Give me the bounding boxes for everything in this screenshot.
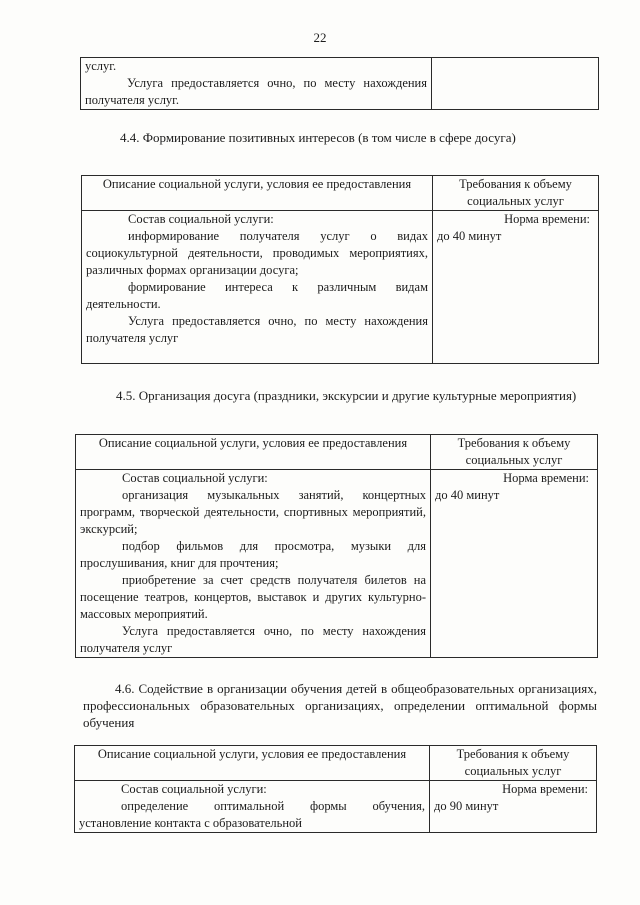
norm-value: до 40 минут [435, 488, 500, 502]
page-number: 22 [313, 30, 327, 45]
requirements-cell [433, 211, 599, 364]
text-line: приобретение за счет средств получателя билетов на посещение театров, концертов, выставок и других культурно-массовых мероприятий. [80, 573, 426, 621]
norm-value: до 90 минут [434, 799, 499, 813]
text-line: организация музыкальных занятий, концертных программ, творческой деятельности, спортивных мероприятий, экскурсий; [80, 488, 426, 536]
requirements-cell [430, 781, 597, 833]
service-table [75, 434, 598, 658]
description-cell [76, 470, 431, 658]
norm-label: Норма времени: [502, 782, 588, 796]
service-table [81, 175, 599, 364]
column-header-description: Описание социальной услуги, условия ее предоставления [82, 176, 433, 211]
text-line: формирование интереса к различным видам деятельности. [86, 280, 428, 311]
section-heading: 4.4. Формирование позитивных интересов (в том числе в сфере досуга) [120, 130, 516, 145]
service-table [74, 745, 597, 833]
column-header-description: Описание социальной услуги, условия ее предоставления [75, 746, 430, 781]
text-line: Состав социальной услуги: [121, 782, 267, 796]
description-cell [82, 211, 433, 364]
column-header-description: Описание социальной услуги, условия ее предоставления [76, 435, 431, 470]
text-line: Услуга предоставляется очно, по месту нахождения получателя услуг. [85, 76, 427, 107]
description-cell [81, 58, 432, 110]
continuation-table [80, 57, 599, 110]
text-line: услуг. [85, 59, 117, 73]
column-header-requirements: Требования к объему социальных услуг [430, 746, 597, 781]
requirements-cell [431, 470, 598, 658]
section-heading: 4.6. Содействие в организации обучения детей в общеобразовательных организациях, профессиональных образовательных организациях, определении оптимальной формы обучения [83, 681, 597, 730]
section-heading: 4.5. Организация досуга (праздники, экскурсии и другие культурные мероприятия) [116, 388, 577, 403]
text-line: Услуга предоставляется очно, по месту нахождения получателя услуг [80, 624, 426, 655]
norm-label: Норма времени: [504, 212, 590, 226]
text-line: определение оптимальной формы обучения, установление контакта с образовательной [79, 799, 425, 830]
text-line: Состав социальной услуги: [128, 212, 274, 226]
text-line: информирование получателя услуг о видах социокультурной деятельности, проводимых мероприятиях, различных формах организации досуга; [86, 229, 428, 277]
description-cell [75, 781, 430, 833]
text-line: подбор фильмов для просмотра, музыки для прослушивания, книг для прочтения; [80, 539, 426, 570]
text-line: Услуга предоставляется очно, по месту нахождения получателя услуг [86, 314, 428, 345]
norm-label: Норма времени: [503, 471, 589, 485]
text-line: Состав социальной услуги: [122, 471, 268, 485]
requirements-cell [432, 58, 599, 110]
column-header-requirements: Требования к объему социальных услуг [433, 176, 599, 211]
column-header-requirements: Требования к объему социальных услуг [431, 435, 598, 470]
norm-value: до 40 минут [437, 229, 502, 243]
